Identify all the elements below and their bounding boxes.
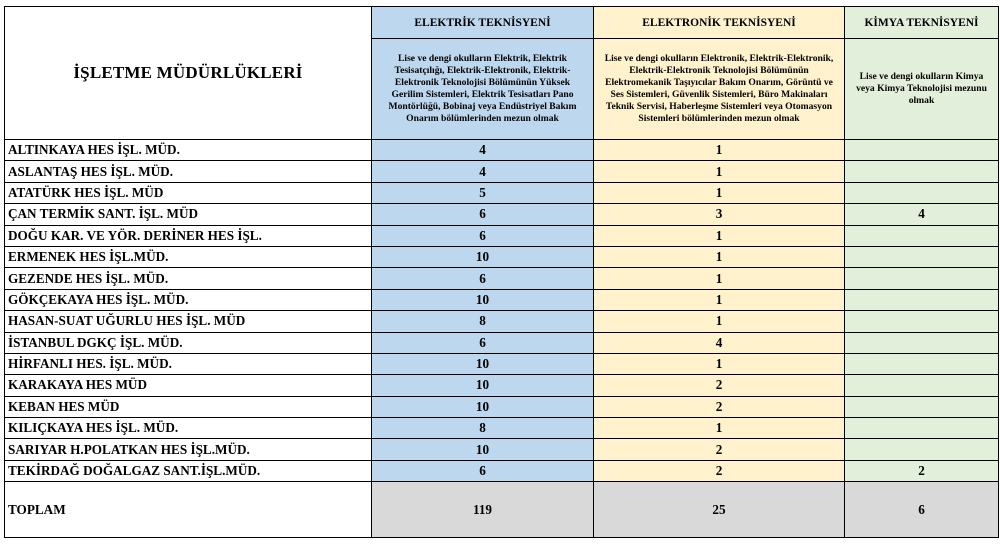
table-row [5, 268, 999, 289]
table-row [5, 375, 999, 396]
elektronik-count: 1 [594, 268, 845, 289]
elektronik-count: 1 [594, 353, 845, 374]
kimya-count [845, 268, 999, 289]
directorate-name: ASLANTAŞ HES İŞL. MÜD. [5, 161, 372, 182]
elektrik-count: 6 [372, 268, 594, 289]
kimya-count [845, 439, 999, 460]
directorate-name: KARAKAYA HES MÜD [5, 375, 372, 396]
directorate-name: HASAN-SUAT UĞURLU HES İŞL. MÜD [5, 311, 372, 332]
kimya-count [845, 353, 999, 374]
directorate-name: GÖKÇEKAYA HES İŞL. MÜD. [5, 289, 372, 310]
table-row [5, 161, 999, 182]
total-row [5, 482, 999, 538]
elektronik-count: 2 [594, 439, 845, 460]
directorate-name: SARIYAR H.POLATKAN HES İŞL.MÜD. [5, 439, 372, 460]
elektronik-count: 1 [594, 225, 845, 246]
directorate-name: TEKİRDAĞ DOĞALGAZ SANT.İŞL.MÜD. [5, 460, 372, 481]
kimya-count [845, 396, 999, 417]
directorate-name: ERMENEK HES İŞL.MÜD. [5, 246, 372, 267]
elektronik-count: 2 [594, 375, 845, 396]
directorate-name: HİRFANLI HES. İŞL. MÜD. [5, 353, 372, 374]
table-row [5, 418, 999, 439]
kimya-count [845, 140, 999, 161]
staffing-table [4, 6, 999, 538]
table-row [5, 396, 999, 417]
elektronik-count: 1 [594, 140, 845, 161]
elektrik-count: 5 [372, 182, 594, 203]
elektrik-count: 6 [372, 332, 594, 353]
elektrik-count: 10 [372, 396, 594, 417]
table-row [5, 332, 999, 353]
kimya-header: KİMYA TEKNİSYENİ [845, 7, 999, 39]
table-row [5, 246, 999, 267]
directorate-name: ÇAN TERMİK SANT. İŞL. MÜD [5, 204, 372, 225]
table-row [5, 225, 999, 246]
elektrik-count: 10 [372, 246, 594, 267]
elektrik-count: 4 [372, 161, 594, 182]
total-kimya: 6 [845, 482, 999, 538]
elektronik-description: Lise ve dengi okulların Elektronik, Elektrik-Elektronik, Elektrik-Elektronik Teknolojisi Bölümünün Elektromekanik Taşıyıcılar Bakım Onarım, Görüntü ve Ses Sistemleri, Güvenlik Sistemleri, Büro Makinaları Teknik Servisi, Haberleşme Sistemleri veya Otomasyon Sistemleri bölümlerinden mezun olmak [594, 39, 845, 140]
kimya-count [845, 332, 999, 353]
elektronik-header: ELEKTRONİK TEKNİSYENİ [594, 7, 845, 39]
elektrik-count: 6 [372, 204, 594, 225]
total-elektronik: 25 [594, 482, 845, 538]
table-row [5, 204, 999, 225]
table-row [5, 182, 999, 203]
elektronik-count: 1 [594, 246, 845, 267]
elektronik-count: 1 [594, 289, 845, 310]
kimya-count [845, 375, 999, 396]
table-row [5, 460, 999, 481]
elektronik-count: 3 [594, 204, 845, 225]
elektrik-count: 10 [372, 439, 594, 460]
elektronik-count: 4 [594, 332, 845, 353]
elektronik-count: 1 [594, 182, 845, 203]
elektrik-header: ELEKTRİK TEKNİSYENİ [372, 7, 594, 39]
kimya-count [845, 182, 999, 203]
directorate-name: ALTINKAYA HES İŞL. MÜD. [5, 140, 372, 161]
directorate-name: KEBAN HES MÜD [5, 396, 372, 417]
header-title-row [5, 7, 999, 39]
elektrik-count: 6 [372, 460, 594, 481]
elektronik-count: 2 [594, 396, 845, 417]
kimya-count [845, 311, 999, 332]
kimya-count [845, 225, 999, 246]
elektronik-count: 1 [594, 311, 845, 332]
directorate-name: DOĞU KAR. VE YÖR. DERİNER HES İŞL. [5, 225, 372, 246]
total-elektrik: 119 [372, 482, 594, 538]
table-row [5, 140, 999, 161]
table-row [5, 439, 999, 460]
elektronik-count: 1 [594, 418, 845, 439]
kimya-description: Lise ve dengi okulların Kimya veya Kimya Teknolojisi mezunu olmak [845, 39, 999, 140]
kimya-count [845, 418, 999, 439]
total-label: TOPLAM [5, 482, 372, 538]
kimya-count [845, 289, 999, 310]
elektronik-count: 1 [594, 161, 845, 182]
elektrik-count: 4 [372, 140, 594, 161]
table-row [5, 311, 999, 332]
elektrik-count: 8 [372, 418, 594, 439]
directorate-name: ATATÜRK HES İŞL. MÜD [5, 182, 372, 203]
kimya-count [845, 161, 999, 182]
kimya-count: 4 [845, 204, 999, 225]
kimya-count: 2 [845, 460, 999, 481]
kimya-count [845, 246, 999, 267]
table-row [5, 353, 999, 374]
elektronik-count: 2 [594, 460, 845, 481]
directorate-name: İSTANBUL DGKÇ İŞL. MÜD. [5, 332, 372, 353]
elektrik-description: Lise ve dengi okulların Elektrik, Elektrik Tesisatçılığı, Elektrik-Elektronik, Elektrik-Elektronik Teknolojisi Bölümünün Yüksek Gerilim Sistemleri, Elektrik Tesisatları Pano Montörlüğü, Bobinaj veya Endüstriyel Bakım Onarım bölümlerinden mezun olmak [372, 39, 594, 140]
directorate-name: KILIÇKAYA HES İŞL. MÜD. [5, 418, 372, 439]
directorate-name: GEZENDE HES İŞL. MÜD. [5, 268, 372, 289]
elektrik-count: 8 [372, 311, 594, 332]
elektrik-count: 10 [372, 289, 594, 310]
elektrik-count: 10 [372, 375, 594, 396]
directorate-header: İŞLETME MÜDÜRLÜKLERİ [5, 7, 372, 140]
elektrik-count: 10 [372, 353, 594, 374]
elektrik-count: 6 [372, 225, 594, 246]
table-row [5, 289, 999, 310]
